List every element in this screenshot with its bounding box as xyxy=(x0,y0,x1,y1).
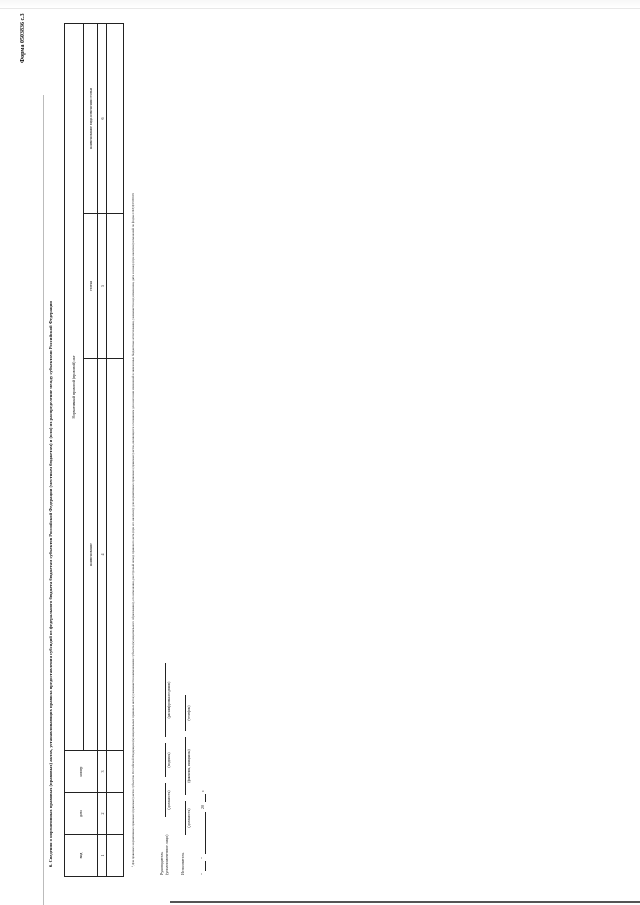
table-cell-empty xyxy=(107,23,124,213)
table-cell-empty xyxy=(107,751,124,793)
date-year-prefix: 20 xyxy=(200,805,205,809)
col-header-kind: вид xyxy=(65,835,98,877)
table-cell-empty xyxy=(107,835,124,877)
col-number-3: 3 xyxy=(98,751,107,793)
col-header-date: дата xyxy=(65,793,98,835)
head-position-line xyxy=(165,783,166,817)
col-header-article: статья xyxy=(84,214,98,359)
col-number-4: 4 xyxy=(98,359,107,751)
col-header-change-kind: наименование вида изменения статьи xyxy=(84,23,98,213)
exec-phone-line xyxy=(185,695,186,731)
table-row xyxy=(107,23,124,876)
head-name-line xyxy=(165,663,166,737)
exec-name-caption: (фамилия, инициалы) xyxy=(187,749,191,783)
date-year-suffix: г. xyxy=(200,789,205,792)
form-number: Форма 0503836 с.3 xyxy=(20,13,26,63)
head-label-line2: (уполномоченное лицо) xyxy=(163,834,169,875)
col-header-name: наименование xyxy=(84,359,98,751)
exec-phone-caption: (телефон) xyxy=(187,705,191,721)
acts-table xyxy=(64,23,124,877)
date-day-line xyxy=(205,861,206,871)
footnote: ¹ Для правовых нормативных правовых (правовых) актов субъектов Российской Федерации (муниципальных правовых актов) указывается наименование субъекта (муниципального образования), его изменения, реестровый номер правового акта (при его наличии); для нормативных правовых (правовых) актов, являющихся основанием для внесения изменений в заявленные бюджетные ассигнования, указывается вид изменения, дата и номер (при наличии) изменений по форме ОКУД 0505019 xyxy=(131,193,135,867)
table-cell-empty xyxy=(107,793,124,835)
date-open-quote: " xyxy=(200,873,205,875)
col-number-5: 5 xyxy=(98,214,107,359)
exec-position-line xyxy=(185,801,186,835)
section-title: 6. Сведения о нормативных правовых (правовых) актах, устанавливающих правила предоставления субсидий из федерального бюджета бюджетам субъектов Российской Федерации (местным бюджетам) и (или) их распределение между субъектами Российской Федерации xyxy=(48,301,53,867)
table-header-row-sub xyxy=(84,23,98,876)
head-signature-caption: (подпись) xyxy=(167,752,171,768)
date-month-line xyxy=(205,812,206,854)
group-header-act: Нормативный правовой (правовой) акт xyxy=(65,23,84,750)
col-number-2: 2 xyxy=(98,793,107,835)
head-name-caption: (расшифровка подписи) xyxy=(167,681,171,719)
table-column-numbers-row xyxy=(98,23,107,876)
col-header-number: номер xyxy=(65,751,98,793)
table-header-row-group xyxy=(65,23,84,876)
date-close-quote: " xyxy=(200,857,205,859)
exec-name-line xyxy=(185,737,186,795)
table-cell-empty xyxy=(107,359,124,751)
col-number-1: 1 xyxy=(98,835,107,877)
exec-position-caption: (должность) xyxy=(187,808,191,828)
head-label xyxy=(160,835,169,875)
exec-label: Исполнитель xyxy=(180,852,185,875)
head-position-caption: (должность) xyxy=(167,790,171,810)
head-signature-line xyxy=(165,743,166,777)
date-year-line xyxy=(205,794,206,802)
table-cell-empty xyxy=(107,214,124,359)
col-number-6: 6 xyxy=(98,23,107,213)
head-label-line1: Руководитель xyxy=(159,851,164,875)
